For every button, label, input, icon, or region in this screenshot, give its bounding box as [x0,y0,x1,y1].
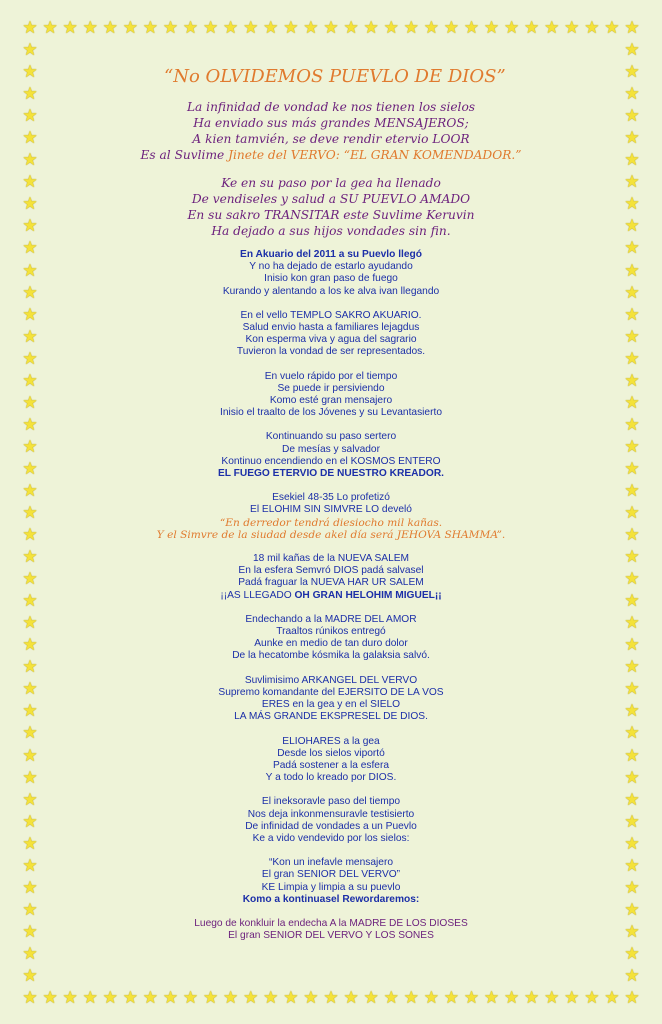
stanza [48,431,614,480]
star-icon: ★ [22,635,38,656]
star-icon: ★ [604,18,620,38]
poem-line: De la hecatombe kósmika la galaksia salvó. [232,650,430,662]
poem-line: Endechando a la MADRE DEL AMOR [245,613,417,625]
star-icon: ★ [624,701,640,722]
star-icon: ★ [22,723,38,744]
star-icon: ★ [22,260,38,281]
poem-line: Kontinuo encendiendo en el KOSMOS ENTERO [221,455,441,467]
star-icon: ★ [524,988,540,1008]
star-icon: ★ [22,304,38,325]
poem-line: El gran SENIOR DEL VERVO” [261,869,401,881]
star-icon: ★ [22,480,38,501]
star-icon: ★ [624,106,640,127]
star-icon: ★ [22,18,38,38]
star-icon: ★ [102,988,118,1008]
poem-line: Luego de konkluir la endecha A la MADRE DE LOS DIOSES [194,917,468,929]
poem-line: LA MÁS GRANDE EKSPRESEL DE DIOS. [234,711,428,723]
star-icon: ★ [182,988,199,1008]
intro-line: Ha dejado a sus hijos vondades sin fin. [211,224,451,238]
poem-line: Nos deja inkonmensuravle testisierto [247,808,415,820]
poem-line: Aunke en medio de tan duro dolor [254,638,408,650]
star-icon: ★ [544,18,560,38]
poem-line: En el vello TEMPLO SAKRO AKUARIO. [240,309,422,321]
poem-line: KE Limpia y limpia a su puevlo [261,881,401,893]
stanzas [48,249,614,942]
poem-line: Kon esperma viva y agua del sagrario [245,334,417,346]
star-icon: ★ [624,62,640,83]
poem-line: Ke a vido vendevido por los sielos: [252,832,410,844]
star-icon: ★ [524,18,540,38]
star-icon: ★ [223,18,239,38]
poem-line: Y no ha dejado de estarlo ayudando [249,261,413,273]
poem-line: El gran SENIOR DEL VERVO Y LOS SONES [228,930,434,942]
poem-line: ERES en la gea y en el SIELO [261,699,401,711]
star-icon: ★ [22,503,38,523]
star-icon: ★ [82,988,98,1008]
star-icon: ★ [162,988,179,1008]
star-icon: ★ [22,326,38,347]
star-icon: ★ [463,988,480,1008]
stanza [48,310,614,359]
poem-line: “Kon un inefavle mensajero [268,857,394,869]
star-icon: ★ [624,635,640,656]
poem-line: Komo a kontinuasel Rewordaremos: [242,893,420,905]
star-icon: ★ [624,436,640,457]
star-icon: ★ [343,18,359,38]
star-icon: ★ [22,128,38,149]
star-icon: ★ [403,18,419,38]
poem-line: De mesías y salvador [282,443,380,455]
star-icon: ★ [363,988,379,1008]
star-icon: ★ [22,833,38,854]
star-icon: ★ [22,877,38,898]
star-icon: ★ [22,569,38,590]
star-icon: ★ [624,811,640,832]
stanza [48,371,614,420]
intro-line: Es al Suvlime Jinete del VERVO: “EL GRAN KOMENDADOR.” [140,148,522,162]
star-icon: ★ [22,613,38,634]
star-icon: ★ [423,988,439,1008]
star-icon: ★ [22,436,38,457]
poem-line: Padá sostener a la esfera [272,759,390,771]
star-icon: ★ [303,18,319,38]
stanza [48,492,614,541]
star-icon: ★ [624,613,640,634]
star-icon: ★ [22,458,38,479]
poem-line: Supremo komandante del EJERSITO DE LA VOS [218,686,444,698]
star-icon: ★ [22,899,38,920]
star-icon: ★ [624,414,640,435]
star-icon: ★ [22,414,38,435]
star-icon: ★ [624,150,640,171]
stanza [48,614,614,663]
star-icon: ★ [383,18,399,38]
poem-line: Inisio kon gran paso de fuego [264,273,398,285]
star-icon: ★ [624,392,640,413]
intro-stanza-2 [48,175,614,239]
poem-line: Y a todo lo kreado por DIOS. [265,772,397,784]
intro-line: De vendiseles y salud a SU PUEVLO AMADO [191,192,471,206]
star-icon: ★ [22,701,38,722]
star-icon: ★ [624,855,640,876]
star-icon: ★ [624,194,640,215]
intro-line: La infinidad de vondad ke nos tienen los sielos [186,100,476,114]
intro-line: A kien tamvién, se deve rendir etervio LOOR [192,132,470,146]
poem-line: Traaltos rúnikos entregó [276,626,386,638]
star-icon: ★ [624,921,640,942]
star-icon: ★ [22,811,38,832]
star-icon: ★ [102,18,118,38]
star-icon: ★ [544,988,560,1008]
star-icon: ★ [22,679,38,700]
stanza [48,736,614,785]
star-icon: ★ [624,899,640,920]
star-icon: ★ [283,988,299,1008]
poem-line: Se puede ir persiviendo [277,382,385,394]
star-icon: ★ [624,657,640,678]
poem-line: Inisio el traalto de los Jóvenes y su Levantasierto [220,407,442,419]
intro-line: En su sakro TRANSITAR este Suvlime Keruvin [187,208,475,222]
poem-line: En Akuario del 2011 a su Puevlo llegó [240,249,422,260]
star-icon: ★ [283,18,299,38]
star-icon: ★ [142,988,159,1008]
star-icon: ★ [22,789,38,810]
star-icon: ★ [624,458,640,479]
star-icon: ★ [323,18,339,38]
star-icon: ★ [182,18,199,38]
star-icon: ★ [624,84,640,105]
poem-line: ¡¡AS LLEGADO OH GRAN HELOHIM MIGUEL¡¡ [220,589,442,601]
star-icon: ★ [624,988,640,1008]
star-icon: ★ [62,18,78,38]
stanza [48,796,614,845]
star-icon: ★ [503,988,520,1008]
star-icon: ★ [624,370,640,391]
star-icon: ★ [22,106,38,127]
star-icon: ★ [483,18,500,38]
star-icon: ★ [624,745,640,766]
star-icon: ★ [22,525,38,546]
star-icon: ★ [624,591,640,612]
star-icon: ★ [22,62,38,83]
poem-line: En la esfera Semvró DIOS padá salvasel [238,565,424,577]
star-icon: ★ [624,503,640,523]
stanza [48,553,614,602]
star-icon: ★ [403,988,419,1008]
star-icon: ★ [142,18,159,38]
intro-stanza-1 [48,99,614,163]
star-icon: ★ [223,988,239,1008]
intro-line: Ha enviado sus más grandes MENSAJEROS; [193,116,469,130]
star-icon: ★ [624,304,640,325]
star-icon: ★ [22,988,38,1008]
poem-line: Y el Simvre de la siudad desde akel día será JEHOVA SHAMMA”. [156,528,506,541]
poem-line: Suvlimisimo ARKANGEL DEL VERVO [244,674,418,686]
poem-line: De infinidad de vondades a un Puevlo [245,820,417,832]
poem-line: EL FUEGO ETERVIO DE NUESTRO KREADOR. [217,468,445,480]
star-icon: ★ [22,745,38,766]
star-icon: ★ [624,282,640,303]
star-icon: ★ [443,988,460,1008]
star-icon: ★ [263,18,279,38]
star-icon: ★ [624,789,640,810]
poem-line: ELIOHARES a la gea [282,735,380,747]
star-icon: ★ [22,282,38,303]
star-icon: ★ [42,988,58,1008]
star-icon: ★ [624,767,640,788]
star-icon: ★ [423,18,439,38]
star-icon: ★ [624,216,640,237]
star-icon: ★ [483,988,500,1008]
star-icon: ★ [202,18,219,38]
star-icon: ★ [22,194,38,215]
poem-line: 18 mil kañas de la NUEVA SALEM [252,553,410,565]
poem-line: “En derredor tendrá diesiocho mil kañas. [219,516,443,529]
star-icon: ★ [624,348,640,369]
poem-line: Salud envio hasta a familiares lejagdus [242,322,420,334]
star-icon: ★ [624,18,640,38]
star-icon: ★ [624,260,640,281]
poem-line: Padá fraguar la NUEVA HAR UR SALEM [238,577,424,589]
stanza [48,675,614,724]
star-icon: ★ [624,547,640,568]
star-icon: ★ [343,988,359,1008]
star-icon: ★ [624,128,640,149]
star-icon: ★ [82,18,98,38]
stanza [48,918,614,942]
star-icon: ★ [122,18,138,38]
intro-line: Ke en su paso por la gea ha llenado [221,176,441,190]
stanza [48,249,614,298]
star-icon: ★ [42,18,58,38]
star-icon: ★ [22,238,38,259]
star-icon: ★ [22,84,38,105]
star-icon: ★ [383,988,399,1008]
star-icon: ★ [22,921,38,942]
poem-line: Komo esté gran mensajero [269,395,393,407]
star-icon: ★ [263,988,279,1008]
star-icon: ★ [564,18,580,38]
star-icon: ★ [22,172,38,193]
star-icon: ★ [624,326,640,347]
poem-line: Tuvieron la vondad de ser representados. [236,346,426,358]
star-icon: ★ [22,591,38,612]
star-icon: ★ [22,392,38,413]
star-icon: ★ [22,348,38,369]
star-icon: ★ [584,18,600,38]
star-icon: ★ [22,150,38,171]
poem-line: En vuelo rápido por el tiempo [264,370,398,382]
star-icon: ★ [122,988,138,1008]
star-icon: ★ [463,18,480,38]
star-icon: ★ [624,833,640,854]
star-icon: ★ [624,172,640,193]
star-icon: ★ [443,18,460,38]
star-icon: ★ [564,988,580,1008]
poem-line: Esekiel 48-35 Lo profetizó [272,492,390,504]
star-icon: ★ [624,569,640,590]
star-icon: ★ [624,943,640,964]
star-icon: ★ [22,767,38,788]
star-icon: ★ [162,18,179,38]
star-icon: ★ [363,18,379,38]
star-icon: ★ [604,988,620,1008]
star-icon: ★ [62,988,78,1008]
star-icon: ★ [624,238,640,259]
poem-line: Desde los sielos viportó [277,747,385,759]
star-icon: ★ [22,943,38,964]
star-icon: ★ [22,370,38,391]
star-icon: ★ [22,216,38,237]
star-icon: ★ [584,988,600,1008]
star-icon: ★ [323,988,339,1008]
star-icon: ★ [22,965,38,986]
poem-line: Kontinuando su paso sertero [265,431,397,443]
star-icon: ★ [22,657,38,678]
star-icon: ★ [22,855,38,876]
poem-line: El ELOHIM SIN SIMVRE LO develó [250,504,412,516]
page-title: “No OLVIDEMOS PUEVLO DE DIOS” [164,66,506,87]
star-icon: ★ [624,679,640,700]
star-icon: ★ [243,988,259,1008]
poem-line: El ineksoravle paso del tiempo [261,796,401,808]
star-icon: ★ [624,480,640,501]
star-icon: ★ [22,547,38,568]
star-icon: ★ [22,40,38,61]
poem [48,66,614,954]
star-icon: ★ [624,525,640,546]
star-icon: ★ [243,18,259,38]
poem-line: Kurando y alentando a los ke alva ivan llegando [222,285,440,297]
star-icon: ★ [303,988,319,1008]
stanza [48,857,614,906]
star-icon: ★ [624,40,640,61]
star-icon: ★ [624,723,640,744]
star-icon: ★ [202,988,219,1008]
star-icon: ★ [624,877,640,898]
star-icon: ★ [624,965,640,986]
star-icon: ★ [503,18,520,38]
